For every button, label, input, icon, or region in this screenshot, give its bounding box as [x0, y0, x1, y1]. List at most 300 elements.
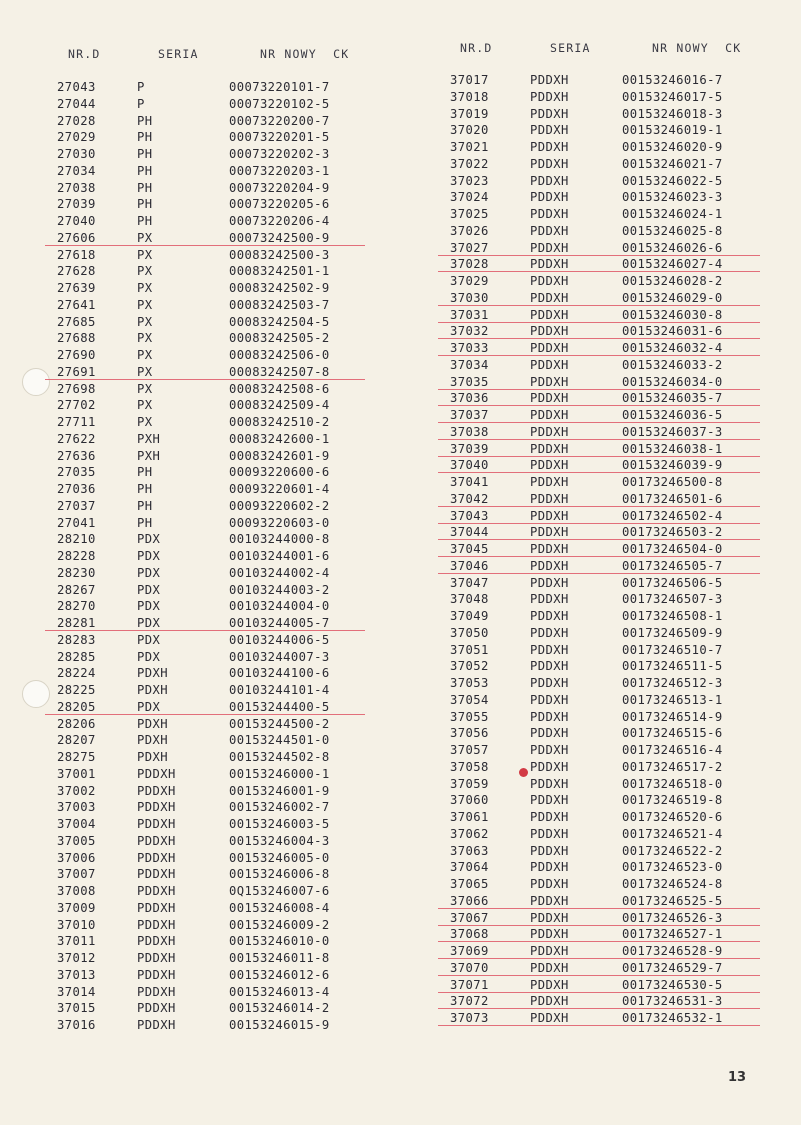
row-series: PX [137, 314, 153, 329]
row-new-number: 00173246524-8 [622, 877, 723, 891]
row-series: PH [137, 130, 153, 145]
row-number: 27622 [57, 431, 96, 446]
row-series: PX [137, 297, 153, 312]
row-new-number: 00083242601-9 [229, 448, 330, 463]
row-number: 27036 [57, 482, 96, 496]
row-new-number: 00153246021-7 [622, 156, 723, 171]
row-new-number: 00073220205-6 [229, 197, 330, 212]
row-number: 37001 [57, 766, 96, 781]
row-series: PDX [137, 616, 161, 630]
row-number: 37034 [450, 357, 489, 372]
row-new-number: 00153246035-7 [622, 391, 723, 406]
row-number: 37062 [450, 826, 489, 841]
row-series: PH [137, 197, 153, 212]
row-number: 27688 [57, 331, 96, 346]
row-series: PDDXH [530, 73, 569, 87]
row-number: 27038 [57, 180, 96, 195]
row-number: 37036 [450, 391, 489, 406]
row-number: 37008 [57, 884, 96, 898]
row-number: 37018 [450, 89, 489, 104]
row-number: 37004 [57, 817, 96, 831]
row-number: 37024 [450, 190, 489, 205]
row-number: 27618 [57, 247, 96, 262]
row-new-number: 00153246003-5 [229, 817, 330, 831]
row-series: PX [137, 381, 153, 396]
row-new-number: 00153246034-0 [622, 374, 723, 389]
row-series: PDDXH [530, 290, 569, 305]
row-new-number: 00173246528-9 [622, 944, 723, 958]
row-number: 27690 [57, 348, 96, 362]
row-series: PDDXH [530, 173, 569, 188]
row-number: 37059 [450, 776, 489, 791]
row-series: PX [137, 415, 153, 429]
row-new-number: 00173246502-4 [622, 508, 723, 523]
row-series: PX [137, 331, 153, 346]
row-new-number: 00153246012-6 [229, 967, 330, 982]
row-series: PDDXH [530, 910, 569, 925]
row-number: 37060 [450, 793, 489, 808]
row-number: 27034 [57, 163, 96, 178]
row-new-number: 00173246520-6 [622, 810, 723, 824]
row-series: PDXH [137, 733, 168, 748]
row-number: 28210 [57, 532, 96, 547]
row-new-number: 00153244501-0 [229, 733, 330, 748]
row-new-number: 00153246025-8 [622, 223, 723, 238]
row-new-number: 00153246004-3 [229, 833, 330, 848]
row-new-number: 00083242503-7 [229, 297, 330, 312]
row-number: 37012 [57, 951, 96, 965]
row-series: PDDXH [530, 408, 569, 422]
row-new-number: 00153246013-4 [229, 984, 330, 999]
row-number: 37010 [57, 917, 96, 932]
row-number: 37072 [450, 994, 489, 1009]
row-series: PDDXH [530, 391, 569, 406]
row-series: PDDXH [530, 223, 569, 238]
row-series: PDXH [137, 666, 168, 681]
row-number: 37013 [57, 967, 96, 982]
row-series: PDDXH [137, 884, 176, 898]
row-number: 37064 [450, 860, 489, 875]
row-number: 37016 [57, 1018, 96, 1032]
row-series: PH [137, 163, 153, 178]
row-new-number: 00073220102-5 [229, 96, 330, 111]
row-new-number: 00073220101-7 [229, 80, 330, 94]
row-new-number: 00153244500-2 [229, 716, 330, 731]
row-number: 37020 [450, 123, 489, 138]
header-seria: SERIA [158, 47, 199, 61]
row-series: PDDXH [530, 826, 569, 841]
row-new-number: 00173246525-5 [622, 893, 723, 908]
row-number: 37027 [450, 240, 489, 255]
row-number: 37038 [450, 424, 489, 439]
row-number: 37025 [450, 207, 489, 221]
row-new-number: 00173246511-5 [622, 659, 723, 674]
row-new-number: 00173246531-3 [622, 994, 723, 1009]
row-new-number: 00103244101-4 [229, 683, 330, 697]
row-new-number: 0Q153246007-6 [229, 884, 330, 898]
row-new-number: 00153246001-9 [229, 783, 330, 798]
row-series: PDDXH [137, 766, 176, 781]
header-nr-nowy: NR NOWY CK [652, 41, 742, 55]
row-number: 37019 [450, 106, 489, 121]
punch-hole [22, 368, 50, 396]
row-new-number: 00073220202-3 [229, 147, 330, 161]
row-series: PDDXH [530, 140, 569, 154]
row-number: 37006 [57, 850, 96, 865]
row-new-number: 00173246509-9 [622, 625, 723, 640]
row-series: PDDXH [530, 960, 569, 975]
row-series: PDDXH [530, 843, 569, 858]
row-series: PX [137, 364, 153, 379]
row-series: PDDXH [530, 190, 569, 205]
row-series: PDDXH [530, 977, 569, 992]
row-new-number: 00173246501-6 [622, 491, 723, 506]
header-nr-d: NR.D [460, 41, 493, 55]
row-series: P [137, 96, 145, 111]
row-series: PDDXH [137, 967, 176, 982]
row-new-number: 00153246000-1 [229, 766, 330, 781]
row-new-number: 00173246500-8 [622, 475, 723, 489]
row-number: 28207 [57, 733, 96, 748]
row-new-number: 00103244005-7 [229, 616, 330, 630]
row-series: PXH [137, 448, 161, 463]
row-number: 37055 [450, 709, 489, 724]
header-nr-nowy: NR NOWY CK [260, 47, 350, 61]
row-new-number: 00173246526-3 [622, 910, 723, 925]
row-new-number: 00083242506-0 [229, 348, 330, 362]
row-series: PH [137, 465, 153, 480]
row-series: PDDXH [530, 642, 569, 657]
row-number: 37011 [57, 934, 96, 949]
row-number: 37043 [450, 508, 489, 523]
row-new-number: 00083242504-5 [229, 314, 330, 329]
row-series: PX [137, 230, 153, 245]
row-number: 37015 [57, 1001, 96, 1016]
row-number: 37032 [450, 324, 489, 339]
row-new-number: 00153246023-3 [622, 190, 723, 205]
row-number: 28285 [57, 649, 96, 664]
row-number: 37002 [57, 783, 96, 798]
row-new-number: 00173246506-5 [622, 575, 723, 590]
row-new-number: 00083242508-6 [229, 381, 330, 396]
row-new-number: 00153246036-5 [622, 408, 723, 422]
row-new-number: 00153246030-8 [622, 307, 723, 322]
row-number: 37037 [450, 408, 489, 422]
red-underline [438, 1025, 760, 1026]
header-seria: SERIA [550, 41, 591, 55]
row-new-number: 00153246015-9 [229, 1018, 330, 1032]
row-series: PDDXH [530, 341, 569, 355]
row-new-number: 00173246521-4 [622, 826, 723, 841]
row-number: 37056 [450, 726, 489, 741]
row-new-number: 00153246016-7 [622, 73, 723, 87]
row-number: 37066 [450, 893, 489, 908]
row-number: 27641 [57, 297, 96, 312]
row-number: 37028 [450, 257, 489, 272]
row-number: 37021 [450, 140, 489, 154]
row-new-number: 00153246039-9 [622, 458, 723, 473]
row-number: 27691 [57, 364, 96, 379]
row-number: 37045 [450, 542, 489, 556]
row-series: PDDXH [530, 793, 569, 808]
row-number: 37048 [450, 592, 489, 607]
row-new-number: 00093220603-0 [229, 515, 330, 530]
row-number: 37042 [450, 491, 489, 506]
row-new-number: 00153246008-4 [229, 900, 330, 915]
row-series: PDDXH [530, 759, 569, 774]
row-series: PDX [137, 599, 161, 614]
row-new-number: 00173246522-2 [622, 843, 723, 858]
row-series: PX [137, 247, 153, 262]
row-series: PDDXH [530, 240, 569, 255]
row-number: 37017 [450, 73, 489, 87]
row-new-number: 00073220206-4 [229, 214, 330, 228]
row-new-number: 00153246019-1 [622, 123, 723, 138]
row-new-number: 00083242509-4 [229, 398, 330, 413]
row-new-number: 00173246508-1 [622, 609, 723, 623]
row-new-number: 00173246530-5 [622, 977, 723, 992]
row-series: PDDXH [530, 893, 569, 908]
row-new-number: 00153246018-3 [622, 106, 723, 121]
row-number: 37003 [57, 800, 96, 815]
row-series: PDDXH [530, 575, 569, 590]
row-number: 28228 [57, 549, 96, 563]
row-number: 37035 [450, 374, 489, 389]
row-number: 28283 [57, 632, 96, 647]
row-new-number: 00083242502-9 [229, 281, 330, 295]
row-new-number: 00073220200-7 [229, 113, 330, 128]
row-new-number: 00153244502-8 [229, 750, 330, 764]
row-series: PH [137, 113, 153, 128]
row-series: PDDXH [530, 709, 569, 724]
row-new-number: 00153246031-6 [622, 324, 723, 339]
row-number: 27028 [57, 113, 96, 128]
row-series: PDX [137, 549, 161, 563]
row-series: PDDXH [530, 475, 569, 489]
row-series: PDDXH [530, 726, 569, 741]
row-number: 37033 [450, 341, 489, 355]
row-new-number: 00153246020-9 [622, 140, 723, 154]
row-new-number: 00173246515-6 [622, 726, 723, 741]
row-number: 37026 [450, 223, 489, 238]
row-series: PDDXH [530, 357, 569, 372]
row-new-number: 00153246028-2 [622, 274, 723, 288]
row-series: PDDXH [530, 89, 569, 104]
row-series: PDDXH [137, 833, 176, 848]
row-series: PDXH [137, 750, 168, 764]
row-series: PDDXH [530, 123, 569, 138]
row-new-number: 00083242505-2 [229, 331, 330, 346]
row-series: PDDXH [137, 783, 176, 798]
row-number: 37044 [450, 525, 489, 540]
row-new-number: 00153246038-1 [622, 441, 723, 456]
row-number: 27030 [57, 147, 96, 161]
row-series: PDDXH [137, 850, 176, 865]
row-new-number: 00173246516-4 [622, 743, 723, 757]
row-number: 27041 [57, 515, 96, 530]
row-new-number: 00173246504-0 [622, 542, 723, 556]
row-series: PDX [137, 632, 161, 647]
row-number: 27040 [57, 214, 96, 228]
row-new-number: 00153246026-6 [622, 240, 723, 255]
row-series: PDDXH [530, 877, 569, 891]
page-number: 13 [728, 1070, 747, 1085]
row-new-number: 00103244004-0 [229, 599, 330, 614]
row-number: 37030 [450, 290, 489, 305]
row-number: 37009 [57, 900, 96, 915]
row-new-number: 00103244002-4 [229, 565, 330, 580]
row-series: PDX [137, 649, 161, 664]
row-series: PDDXH [530, 810, 569, 824]
row-new-number: 00153246032-4 [622, 341, 723, 355]
row-new-number: 00153246010-0 [229, 934, 330, 949]
row-series: PDDXH [530, 424, 569, 439]
row-new-number: 00153246006-8 [229, 867, 330, 882]
row-series: PDDXH [530, 743, 569, 757]
row-number: 37047 [450, 575, 489, 590]
row-series: PDDXH [137, 984, 176, 999]
row-new-number: 00073220203-1 [229, 163, 330, 178]
row-series: PDDXH [137, 817, 176, 831]
row-series: PDX [137, 565, 161, 580]
row-number: 28224 [57, 666, 96, 681]
row-series: PXH [137, 431, 161, 446]
row-new-number: 00073220204-9 [229, 180, 330, 195]
row-number: 37067 [450, 910, 489, 925]
row-new-number: 00103244000-8 [229, 532, 330, 547]
row-new-number: 00153246027-4 [622, 257, 723, 272]
row-series: PDDXH [530, 625, 569, 640]
row-series: PH [137, 515, 153, 530]
row-number: 27711 [57, 415, 96, 429]
row-number: 27039 [57, 197, 96, 212]
row-series: PDX [137, 699, 161, 714]
row-series: PDDXH [530, 542, 569, 556]
row-new-number: 00173246514-9 [622, 709, 723, 724]
row-number: 28230 [57, 565, 96, 580]
row-new-number: 00103244100-6 [229, 666, 330, 681]
row-new-number: 00173246510-7 [622, 642, 723, 657]
row-series: PDXH [137, 683, 168, 697]
row-number: 27044 [57, 96, 96, 111]
row-series: PDDXH [530, 207, 569, 221]
row-series: PH [137, 180, 153, 195]
row-series: PDDXH [530, 274, 569, 288]
row-number: 27606 [57, 230, 96, 245]
row-series: PDDXH [530, 659, 569, 674]
row-series: PDXH [137, 716, 168, 731]
row-number: 27636 [57, 448, 96, 463]
row-series: PDX [137, 532, 161, 547]
row-new-number: 00093220602-2 [229, 498, 330, 513]
row-new-number: 00173246513-1 [622, 692, 723, 707]
row-series: PDDXH [530, 676, 569, 690]
row-new-number: 00153246005-0 [229, 850, 330, 865]
row-new-number: 00153246022-5 [622, 173, 723, 188]
row-number: 37061 [450, 810, 489, 824]
row-series: PDDXH [137, 1018, 176, 1032]
row-series: PDDXH [530, 558, 569, 573]
row-series: PDDXH [530, 106, 569, 121]
row-series: PDDXH [137, 917, 176, 932]
row-number: 37052 [450, 659, 489, 674]
row-new-number: 00073242500-9 [229, 230, 330, 245]
row-number: 27037 [57, 498, 96, 513]
row-new-number: 00103244003-2 [229, 582, 330, 597]
row-series: PDDXH [137, 800, 176, 815]
row-number: 37040 [450, 458, 489, 473]
row-series: PDDXH [530, 609, 569, 623]
row-number: 37069 [450, 944, 489, 958]
row-series: PH [137, 498, 153, 513]
row-number: 37046 [450, 558, 489, 573]
row-series: PH [137, 482, 153, 496]
row-series: PDDXH [530, 776, 569, 791]
row-series: PDDXH [530, 692, 569, 707]
row-new-number: 00083242510-2 [229, 415, 330, 429]
row-new-number: 00083242600-1 [229, 431, 330, 446]
row-number: 37058 [450, 759, 489, 774]
row-new-number: 00153246017-5 [622, 89, 723, 104]
row-new-number: 00083242501-1 [229, 264, 330, 279]
row-new-number: 00173246519-8 [622, 793, 723, 808]
row-new-number: 00153246037-3 [622, 424, 723, 439]
row-series: PDDXH [530, 860, 569, 875]
row-number: 37071 [450, 977, 489, 992]
row-new-number: 00173246529-7 [622, 960, 723, 975]
row-number: 27639 [57, 281, 96, 295]
row-series: PDDXH [530, 257, 569, 272]
row-number: 28225 [57, 683, 96, 697]
row-new-number: 00173246527-1 [622, 927, 723, 942]
ink-mark [519, 768, 528, 777]
row-new-number: 00153246011-8 [229, 951, 330, 965]
row-series: PX [137, 264, 153, 279]
row-series: PX [137, 398, 153, 413]
row-new-number: 00153246002-7 [229, 800, 330, 815]
row-number: 37049 [450, 609, 489, 623]
row-new-number: 00173246518-0 [622, 776, 723, 791]
row-number: 37029 [450, 274, 489, 288]
row-new-number: 00173246532-1 [622, 1011, 723, 1025]
row-number: 27685 [57, 314, 96, 329]
row-new-number: 00083242507-8 [229, 364, 330, 379]
row-series: PDDXH [530, 1011, 569, 1025]
row-number: 37050 [450, 625, 489, 640]
row-new-number: 00153246033-2 [622, 357, 723, 372]
row-new-number: 00173246507-3 [622, 592, 723, 607]
row-series: PDDXH [530, 927, 569, 942]
row-new-number: 00073220201-5 [229, 130, 330, 145]
row-series: PDDXH [530, 994, 569, 1009]
row-new-number: 00173246517-2 [622, 759, 723, 774]
row-series: PDDXH [530, 592, 569, 607]
row-series: PH [137, 147, 153, 161]
row-number: 37039 [450, 441, 489, 456]
row-number: 37031 [450, 307, 489, 322]
row-number: 37063 [450, 843, 489, 858]
row-number: 27035 [57, 465, 96, 480]
row-number: 27702 [57, 398, 96, 413]
row-number: 37065 [450, 877, 489, 891]
row-number: 37057 [450, 743, 489, 757]
row-new-number: 00173246505-7 [622, 558, 723, 573]
row-series: PDX [137, 582, 161, 597]
row-new-number: 00153244400-5 [229, 699, 330, 714]
row-new-number: 00153246024-1 [622, 207, 723, 221]
row-series: PX [137, 281, 153, 295]
row-number: 27698 [57, 381, 96, 396]
